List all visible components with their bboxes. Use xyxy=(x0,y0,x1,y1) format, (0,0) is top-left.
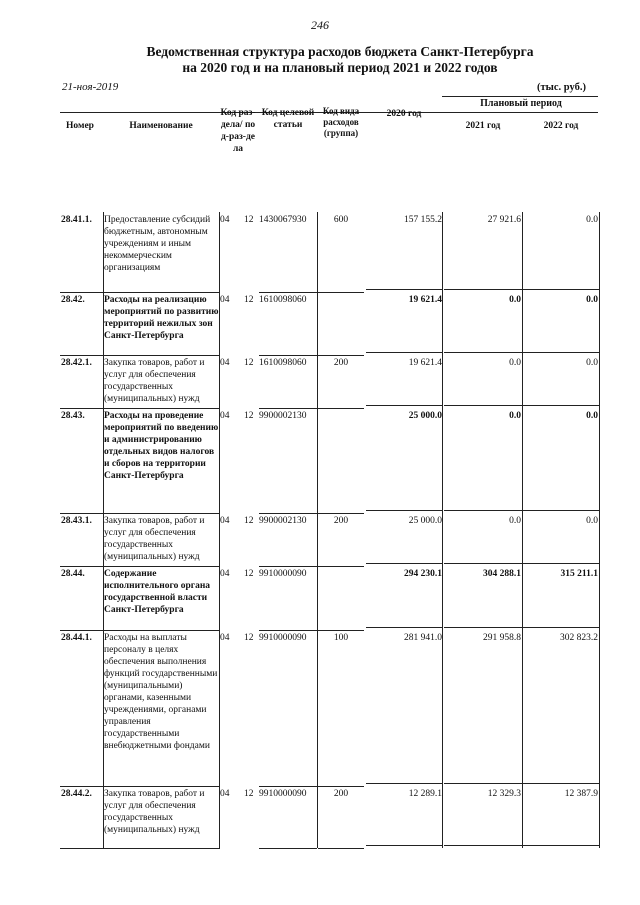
table-rule xyxy=(104,408,220,409)
table-rule xyxy=(318,292,364,293)
table-rule xyxy=(444,405,522,406)
row-expense-type: 100 xyxy=(333,633,349,643)
row-number: 28.43.1. xyxy=(61,516,92,526)
row-value-2022: 0.0 xyxy=(586,215,598,225)
row-expense-type: 200 xyxy=(333,516,349,526)
table-rule xyxy=(599,630,600,786)
table-rule xyxy=(103,566,104,630)
row-number: 28.42.1. xyxy=(61,358,92,368)
row-section: 04 xyxy=(220,358,230,368)
row-number: 28.44. xyxy=(61,569,85,579)
table-rule xyxy=(522,292,523,355)
table-rule xyxy=(103,408,104,513)
row-subsection: 12 xyxy=(244,569,254,579)
table-rule xyxy=(444,627,522,628)
table-rule xyxy=(522,786,523,848)
table-rule xyxy=(219,408,220,513)
row-number: 28.43. xyxy=(61,411,85,421)
table-rule xyxy=(442,630,443,786)
table-rule xyxy=(523,289,599,290)
row-expense-type: 200 xyxy=(333,789,349,799)
row-target-code: 9910000090 xyxy=(259,789,307,799)
table-rule xyxy=(219,513,220,566)
row-subsection: 12 xyxy=(244,358,254,368)
row-section: 04 xyxy=(220,295,230,305)
table-rule xyxy=(60,513,104,514)
table-rule xyxy=(366,627,442,628)
table-rule xyxy=(317,566,318,630)
table-rule xyxy=(444,352,522,353)
header-2022: 2022 год xyxy=(543,121,579,131)
row-value-2020: 25 000.0 xyxy=(408,411,442,421)
row-value-2022: 12 387.9 xyxy=(564,789,598,799)
table-rule xyxy=(318,513,364,514)
header-expense-type: Код вида расходов (группа) xyxy=(322,106,360,138)
table-rule xyxy=(318,630,364,631)
page-number: 246 xyxy=(311,18,329,32)
document-date: 21-ноя-2019 xyxy=(62,81,119,93)
row-section: 04 xyxy=(220,516,230,526)
table-rule xyxy=(104,786,220,787)
table-rule xyxy=(523,627,599,628)
table-rule xyxy=(259,566,317,567)
table-rule xyxy=(103,212,104,292)
table-rule xyxy=(366,510,442,511)
table-rule xyxy=(366,845,442,846)
row-section: 04 xyxy=(220,569,230,579)
table-rule xyxy=(522,355,523,408)
table-rule xyxy=(523,405,599,406)
header-name: Наименование xyxy=(129,121,193,131)
row-value-2022: 0.0 xyxy=(586,295,598,305)
table-rule xyxy=(60,408,104,409)
units-label: (тыс. руб.) xyxy=(537,82,586,93)
row-value-2021: 0.0 xyxy=(509,358,521,368)
table-rule xyxy=(522,566,523,630)
table-rule xyxy=(317,630,318,786)
table-rule xyxy=(104,630,220,631)
rule xyxy=(442,96,598,97)
row-expense-type: 600 xyxy=(333,215,349,225)
row-value-2022: 0.0 xyxy=(586,358,598,368)
table-rule xyxy=(103,355,104,408)
table-rule xyxy=(442,566,443,630)
table-rule xyxy=(318,566,364,567)
row-value-2021: 0.0 xyxy=(509,516,521,526)
row-name: Содержание исполнительного органа государственной власти Санкт-Петербурга xyxy=(104,569,211,615)
table-rule xyxy=(60,848,104,849)
row-name: Предоставление субсидий бюджетным, автономным учреждениям и иным некоммерческим организациям xyxy=(104,215,211,273)
row-target-code: 9910000090 xyxy=(259,569,307,579)
header-2021: 2021 год xyxy=(465,121,501,131)
table-rule xyxy=(259,408,317,409)
table-rule xyxy=(219,355,220,408)
table-rule xyxy=(318,848,364,849)
row-name: Расходы на проведение мероприятий по введению и администрированию отдельных видов налогов и сборов на территории Санкт-Петербурга xyxy=(104,411,219,481)
table-rule xyxy=(599,212,600,292)
table-rule xyxy=(219,212,220,292)
table-rule xyxy=(103,630,104,786)
table-rule xyxy=(219,566,220,630)
table-rule xyxy=(259,355,317,356)
table-rule xyxy=(259,786,317,787)
table-rule xyxy=(444,783,522,784)
row-name: Закупка товаров, работ и услуг для обеспечения государственных (муниципальных) нужд xyxy=(104,516,205,562)
row-target-code: 1610098060 xyxy=(259,295,307,305)
table-rule xyxy=(442,786,443,848)
header-2020: 2020 год xyxy=(386,109,422,119)
table-rule xyxy=(522,408,523,513)
row-subsection: 12 xyxy=(244,633,254,643)
table-rule xyxy=(318,355,364,356)
row-value-2021: 27 921.6 xyxy=(487,215,521,225)
table-rule xyxy=(366,289,442,290)
row-subsection: 12 xyxy=(244,789,254,799)
table-rule xyxy=(444,510,522,511)
table-rule xyxy=(444,289,522,290)
table-rule xyxy=(103,513,104,566)
table-rule xyxy=(104,355,220,356)
table-rule xyxy=(599,292,600,355)
table-rule xyxy=(259,513,317,514)
row-target-code: 9910000090 xyxy=(259,633,307,643)
row-name: Расходы на выплаты персоналу в целях обеспечения выполнения функций государственными (муниципальными) органами, казенными учреждениями, органами управления государственными внебюджетными фондами xyxy=(104,633,218,751)
row-number: 28.44.1. xyxy=(61,633,92,643)
row-subsection: 12 xyxy=(244,295,254,305)
table-rule xyxy=(104,566,220,567)
table-rule xyxy=(318,786,364,787)
document-title xyxy=(60,44,620,76)
row-name: Расходы на реализацию мероприятий по развитию территорий нежилых зон Санкт-Петербурга xyxy=(104,295,219,341)
table-rule xyxy=(219,292,220,355)
table-rule xyxy=(442,292,443,355)
table-rule xyxy=(318,408,364,409)
row-target-code: 9900002130 xyxy=(259,516,307,526)
row-target-code: 1430067930 xyxy=(259,215,307,225)
header-target: Код целевой статьи xyxy=(261,108,315,130)
row-value-2020: 281 941.0 xyxy=(404,633,442,643)
table-rule xyxy=(366,783,442,784)
table-rule xyxy=(60,786,104,787)
table-rule xyxy=(219,630,220,786)
row-value-2021: 304 288.1 xyxy=(483,569,521,579)
table-rule xyxy=(599,566,600,630)
row-value-2020: 25 000.0 xyxy=(408,516,442,526)
title-line-1: Ведомственная структура расходов бюджета Санкт-Петербурга xyxy=(146,44,534,59)
table-rule xyxy=(523,563,599,564)
table-rule xyxy=(599,513,600,566)
table-rule xyxy=(366,563,442,564)
row-expense-type: 200 xyxy=(333,358,349,368)
table-rule xyxy=(523,783,599,784)
row-value-2022: 302 823.2 xyxy=(560,633,598,643)
row-section: 04 xyxy=(220,411,230,421)
row-value-2020: 19 621.4 xyxy=(408,295,442,305)
table-rule xyxy=(60,630,104,631)
table-rule xyxy=(60,355,104,356)
table-rule xyxy=(60,292,104,293)
row-value-2020: 12 289.1 xyxy=(408,789,442,799)
table-rule xyxy=(103,786,104,848)
header-number: Номер xyxy=(66,121,94,131)
table-rule xyxy=(442,355,443,408)
table-rule xyxy=(317,408,318,513)
table-rule xyxy=(259,630,317,631)
row-section: 04 xyxy=(220,215,230,225)
row-subsection: 12 xyxy=(244,411,254,421)
table-rule xyxy=(444,845,522,846)
table-rule xyxy=(442,408,443,513)
row-section: 04 xyxy=(220,789,230,799)
row-value-2020: 157 155.2 xyxy=(404,215,442,225)
table-rule xyxy=(366,405,442,406)
table-rule xyxy=(103,292,104,355)
row-value-2020: 19 621.4 xyxy=(408,358,442,368)
row-value-2021: 0.0 xyxy=(509,411,521,421)
row-name: Закупка товаров, работ и услуг для обеспечения государственных (муниципальных) нужд xyxy=(104,358,205,404)
row-value-2022: 0.0 xyxy=(586,411,598,421)
table-rule xyxy=(522,513,523,566)
table-rule xyxy=(599,786,600,848)
row-value-2021: 0.0 xyxy=(509,295,521,305)
table-rule xyxy=(259,848,317,849)
table-rule xyxy=(317,355,318,408)
table-rule xyxy=(259,292,317,293)
title-line-2: на 2020 год и на плановый период 2021 и 2022 годов xyxy=(182,60,498,75)
table-rule xyxy=(104,292,220,293)
table-rule xyxy=(366,352,442,353)
table-rule xyxy=(444,563,522,564)
table-rule xyxy=(317,212,318,292)
table-rule xyxy=(104,513,220,514)
header-planned-period: Плановый период xyxy=(480,98,562,109)
table-rule xyxy=(523,845,599,846)
row-section: 04 xyxy=(220,633,230,643)
row-number: 28.41.1. xyxy=(61,215,92,225)
table-rule xyxy=(523,510,599,511)
row-target-code: 1610098060 xyxy=(259,358,307,368)
table-rule xyxy=(317,513,318,566)
header-section: Код раз-дела/ под-раз-дела xyxy=(220,108,256,154)
table-rule xyxy=(599,408,600,513)
row-number: 28.44.2. xyxy=(61,789,92,799)
row-value-2020: 294 230.1 xyxy=(404,569,442,579)
row-value-2021: 12 329.3 xyxy=(487,789,521,799)
row-name: Закупка товаров, работ и услуг для обеспечения государственных (муниципальных) нужд xyxy=(104,789,205,835)
table-rule xyxy=(522,212,523,292)
table-rule xyxy=(523,352,599,353)
table-rule xyxy=(442,212,443,292)
table-rule xyxy=(60,566,104,567)
row-value-2022: 315 211.1 xyxy=(560,569,598,579)
table-rule xyxy=(442,513,443,566)
row-value-2022: 0.0 xyxy=(586,516,598,526)
table-rule xyxy=(104,848,220,849)
row-subsection: 12 xyxy=(244,215,254,225)
table-rule xyxy=(317,292,318,355)
row-value-2021: 291 958.8 xyxy=(483,633,521,643)
rule xyxy=(442,112,598,113)
table-rule xyxy=(219,786,220,848)
row-subsection: 12 xyxy=(244,516,254,526)
table-rule xyxy=(317,786,318,848)
table-rule xyxy=(522,630,523,786)
row-number: 28.42. xyxy=(61,295,85,305)
table-rule xyxy=(599,355,600,408)
row-target-code: 9900002130 xyxy=(259,411,307,421)
